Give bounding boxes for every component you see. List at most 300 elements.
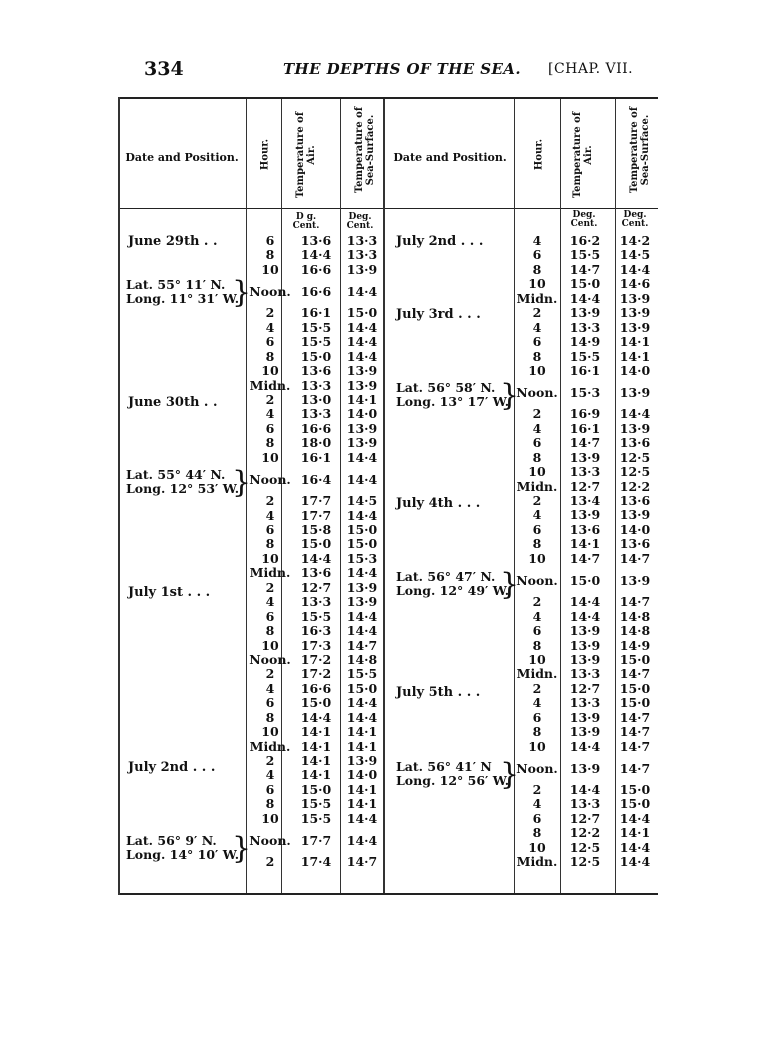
table-cell: 6 bbox=[265, 695, 275, 711]
table-cell: 6 bbox=[532, 247, 542, 263]
header-date-position-left: Date and Position. bbox=[125, 151, 239, 164]
table-cell: 8 bbox=[265, 709, 275, 725]
table-cell: 15·0 bbox=[346, 522, 378, 537]
table-cell: 14·0 bbox=[346, 406, 378, 422]
table-cell: 8 bbox=[532, 449, 542, 465]
table-cell: 4 bbox=[532, 420, 542, 436]
table-cell: 13·3 bbox=[300, 406, 332, 422]
table-cell: 8 bbox=[532, 724, 542, 740]
table-cell: 13·6 bbox=[619, 435, 651, 451]
table-cell: 16·6 bbox=[300, 420, 332, 436]
table-cell: 2 bbox=[532, 782, 542, 797]
position-block-left-3 bbox=[126, 834, 239, 862]
table-cell: 14·1 bbox=[300, 767, 332, 783]
table-cell: 10 bbox=[528, 738, 546, 754]
table-cell: 15·8 bbox=[300, 522, 332, 537]
table-cell: Noon. bbox=[249, 833, 291, 849]
table-cell: 14·7 bbox=[569, 261, 601, 277]
brace-icon: } bbox=[500, 567, 520, 602]
position-long: Long. 12° 56′ W. bbox=[396, 773, 510, 788]
position-lat: Lat. 56° 41′ N bbox=[396, 759, 492, 774]
table-cell: 15·5 bbox=[569, 247, 601, 263]
table-cell: 14·5 bbox=[619, 247, 651, 263]
running-title: THE DEPTHS OF THE SEA. bbox=[283, 60, 521, 78]
table-cell: 13·9 bbox=[619, 573, 651, 589]
table-cell: 15·5 bbox=[300, 810, 332, 826]
table-cell: 4 bbox=[532, 796, 542, 812]
table-cell: 15·0 bbox=[569, 573, 601, 589]
table-cell: 13·9 bbox=[619, 420, 651, 436]
table-cell: 2 bbox=[532, 594, 542, 610]
table-cell: 6 bbox=[265, 522, 275, 537]
table-cell: 16·3 bbox=[300, 623, 332, 639]
unit-air-left: D g. Cent. bbox=[292, 212, 320, 231]
table-cell: 14·4 bbox=[569, 738, 601, 754]
brace-icon: } bbox=[232, 275, 252, 310]
header-air-temp-right: Temperature of Air. bbox=[572, 111, 594, 199]
table-cell: 13·9 bbox=[346, 753, 378, 768]
table-cell: 6 bbox=[532, 334, 542, 350]
header-hour-right: Hour. bbox=[533, 138, 545, 171]
table-cell: 14·4 bbox=[619, 854, 651, 870]
table-cell: 14·1 bbox=[619, 334, 651, 350]
table-cell: 14·7 bbox=[569, 550, 601, 566]
header-sea-temp-left: Temperature of Sea-Surface. bbox=[354, 106, 376, 194]
table-cell: 2 bbox=[265, 753, 275, 768]
table-cell: 4 bbox=[532, 233, 542, 248]
table-cell: Midn. bbox=[516, 666, 558, 682]
table-cell: 13·4 bbox=[569, 493, 601, 508]
table-cell: 4 bbox=[532, 319, 542, 335]
table-cell: 15·0 bbox=[619, 680, 651, 696]
table-cell: 17·7 bbox=[300, 507, 332, 523]
table-cell: 13·6 bbox=[300, 565, 332, 581]
table-cell: 15·5 bbox=[300, 334, 332, 350]
table-cell: 2 bbox=[532, 680, 542, 696]
table-cell: 16·1 bbox=[300, 305, 332, 321]
table-cell: 13·9 bbox=[569, 709, 601, 725]
table-cell: 2 bbox=[532, 305, 542, 321]
table-cell: 10 bbox=[261, 810, 279, 826]
table-cell: 15·5 bbox=[569, 348, 601, 364]
table-cell: Midn. bbox=[249, 738, 291, 754]
table-cell: 14·1 bbox=[619, 825, 651, 841]
table-cell: 17·2 bbox=[300, 651, 332, 667]
table-cell: 13·6 bbox=[569, 521, 601, 537]
table-cell: Noon. bbox=[249, 284, 291, 300]
table-cell: 8 bbox=[532, 348, 542, 364]
table-cell: 14·7 bbox=[619, 594, 651, 610]
date-label-july4: July 4th . . . bbox=[396, 496, 481, 511]
table-cell: 14·8 bbox=[346, 651, 378, 667]
table-cell: 14·7 bbox=[619, 550, 651, 566]
table-cell: 17·3 bbox=[300, 637, 332, 653]
table-cell: 15·0 bbox=[346, 536, 378, 552]
position-block-left-2 bbox=[126, 468, 239, 496]
table-cell: 16·6 bbox=[300, 261, 332, 277]
table-cell: 13·9 bbox=[569, 305, 601, 321]
table-cell: 13·9 bbox=[569, 724, 601, 740]
table-cell: 14·0 bbox=[346, 767, 378, 783]
table-cell: 17·4 bbox=[300, 854, 332, 870]
table-cell: 4 bbox=[265, 767, 275, 783]
table-cell: 14·1 bbox=[346, 391, 378, 407]
table-cell: 14·4 bbox=[619, 839, 651, 855]
table-cell: 2 bbox=[265, 666, 275, 682]
date-label-june30: June 30th . . bbox=[128, 395, 218, 410]
table-cell: Midn. bbox=[516, 478, 558, 494]
table-cell: 15·0 bbox=[619, 651, 651, 667]
table-cell: Midn. bbox=[249, 565, 291, 581]
table-cell: 13·6 bbox=[300, 233, 332, 248]
header-sea-temp-right: Temperature of Sea-Surface. bbox=[629, 106, 651, 194]
table-cell: 14·4 bbox=[346, 449, 378, 465]
table-cell: Midn. bbox=[249, 377, 291, 393]
position-long: Long. 11° 31′ W. bbox=[126, 291, 240, 306]
table-cell: 12·5 bbox=[619, 449, 651, 465]
table-cell: 14·4 bbox=[619, 810, 651, 826]
table-cell: 8 bbox=[532, 261, 542, 277]
table-cell: 15·3 bbox=[346, 550, 378, 566]
table-bottom-rule bbox=[118, 893, 658, 895]
table-cell: 8 bbox=[265, 623, 275, 639]
table-cell: 13·3 bbox=[346, 247, 378, 263]
header-bottom-rule bbox=[118, 208, 658, 209]
brace-icon: } bbox=[500, 378, 520, 413]
frame-left-rule bbox=[118, 97, 120, 895]
date-label-july1: July 1st . . . bbox=[128, 585, 211, 600]
table-cell: 2 bbox=[265, 854, 275, 870]
brace-icon: } bbox=[500, 757, 520, 792]
table-cell: 16·9 bbox=[569, 406, 601, 422]
table-cell: 14·6 bbox=[619, 276, 651, 292]
table-cell: 10 bbox=[528, 276, 546, 292]
unit-air-right: Deg. Cent. bbox=[570, 210, 598, 229]
table-cell: 10 bbox=[528, 651, 546, 667]
table-cell: 6 bbox=[265, 608, 275, 624]
table-cell: 13·9 bbox=[346, 579, 378, 595]
table-cell: 4 bbox=[532, 695, 542, 711]
table-cell: 14·1 bbox=[569, 536, 601, 552]
table-cell: 16·6 bbox=[300, 680, 332, 696]
table-cell: 13·3 bbox=[300, 377, 332, 393]
position-long: Long. 12° 49′ W. bbox=[396, 583, 510, 598]
header-hour-left: Hour. bbox=[259, 138, 271, 171]
date-label-july5: July 5th . . . bbox=[396, 685, 481, 700]
header-air-temp-left: Temperature of Air. bbox=[295, 111, 317, 199]
table-cell: 14·4 bbox=[346, 565, 378, 581]
table-cell: 13·3 bbox=[569, 464, 601, 480]
table-cell: 13·9 bbox=[569, 637, 601, 653]
table-cell: 2 bbox=[265, 579, 275, 595]
position-lat: Lat. 55° 44′ N. bbox=[126, 467, 226, 482]
date-label-june29: June 29th . . bbox=[128, 234, 218, 249]
table-cell: 16·4 bbox=[300, 472, 332, 488]
table-cell: 15·0 bbox=[619, 695, 651, 711]
table-cell: 12·7 bbox=[569, 680, 601, 696]
table-cell: 14·8 bbox=[619, 623, 651, 639]
position-long: Long. 12° 53′ W. bbox=[126, 481, 240, 496]
page-number: 334 bbox=[144, 58, 184, 80]
unit-sea-right: Deg. Cent. bbox=[621, 210, 649, 229]
table-cell: 15·0 bbox=[619, 782, 651, 797]
table-cell: Noon. bbox=[516, 761, 558, 776]
table-cell: 12·7 bbox=[569, 478, 601, 494]
table-cell: 13·9 bbox=[569, 651, 601, 667]
position-long: Long. 13° 17′ W. bbox=[396, 394, 510, 409]
table-cell: 6 bbox=[265, 420, 275, 436]
table-cell: 14·1 bbox=[300, 724, 332, 740]
table-cell: 16·1 bbox=[569, 420, 601, 436]
table-cell: 14·7 bbox=[346, 637, 378, 653]
table-cell: 14·4 bbox=[346, 507, 378, 523]
table-cell: 10 bbox=[528, 464, 546, 480]
table-cell: 13·3 bbox=[569, 319, 601, 335]
table-cell: 14·4 bbox=[619, 261, 651, 277]
table-cell: 14·1 bbox=[300, 738, 332, 754]
table-cell: 16·1 bbox=[569, 362, 601, 378]
table-cell: 13·9 bbox=[619, 290, 651, 306]
table-cell: 6 bbox=[265, 233, 275, 248]
table-cell: Midn. bbox=[516, 854, 558, 870]
header-date-position-right: Date and Position. bbox=[393, 151, 507, 164]
table-cell: 4 bbox=[265, 319, 275, 335]
table-cell: 14·4 bbox=[300, 709, 332, 725]
right-air-column bbox=[563, 234, 607, 870]
table-cell: 14·1 bbox=[346, 738, 378, 754]
table-cell: 14·4 bbox=[569, 782, 601, 797]
table-cell: 14·4 bbox=[619, 406, 651, 422]
table-cell: 14·4 bbox=[346, 348, 378, 364]
table-cell: 14·5 bbox=[346, 493, 378, 509]
table-cell: 15·0 bbox=[300, 781, 332, 797]
table-cell: 15·3 bbox=[569, 385, 601, 401]
table-cell: 14·4 bbox=[346, 284, 378, 300]
brace-icon: } bbox=[232, 831, 252, 866]
table-cell: 12·2 bbox=[569, 825, 601, 841]
table-cell: 14·4 bbox=[569, 608, 601, 624]
col-rule-air-right bbox=[560, 99, 561, 893]
table-cell: 13·3 bbox=[300, 594, 332, 610]
table-cell: 18·0 bbox=[300, 435, 332, 451]
table-cell: 8 bbox=[265, 536, 275, 552]
table-cell: 10 bbox=[261, 550, 279, 566]
table-cell: 14·4 bbox=[300, 247, 332, 263]
table-cell: 10 bbox=[261, 363, 279, 379]
table-cell: 13·6 bbox=[619, 493, 651, 508]
table-cell: 12·5 bbox=[619, 464, 651, 480]
table-cell: 14·7 bbox=[619, 761, 651, 776]
table-cell: 2 bbox=[265, 391, 275, 407]
table-cell: 14·4 bbox=[346, 695, 378, 711]
table-cell: 14·4 bbox=[569, 594, 601, 610]
table-cell: 15·5 bbox=[346, 666, 378, 682]
table-cell: 8 bbox=[265, 348, 275, 364]
chapter-label: [CHAP. VII. bbox=[548, 61, 634, 77]
left-air-column bbox=[294, 234, 338, 870]
position-lat: Lat. 56° 58′ N. bbox=[396, 380, 496, 395]
table-cell: 14·4 bbox=[346, 334, 378, 350]
table-cell: 16·6 bbox=[300, 284, 332, 300]
table-cell: 15·0 bbox=[569, 276, 601, 292]
table-cell: 13·6 bbox=[619, 536, 651, 552]
table-cell: 4 bbox=[265, 507, 275, 523]
table-cell: 14·4 bbox=[346, 472, 378, 488]
table-cell: 13·6 bbox=[300, 363, 332, 379]
table-cell: 13·3 bbox=[346, 233, 378, 248]
position-lat: Lat. 56° 9′ N. bbox=[126, 833, 217, 848]
table-cell: 13·9 bbox=[346, 420, 378, 436]
table-cell: 13·0 bbox=[300, 391, 332, 407]
table-cell: 4 bbox=[265, 680, 275, 696]
table-cell: 10 bbox=[261, 724, 279, 740]
table-cell: 6 bbox=[532, 435, 542, 451]
table-cell: 14·9 bbox=[619, 637, 651, 653]
table-cell: 14·7 bbox=[619, 724, 651, 740]
table-cell: 13·3 bbox=[569, 796, 601, 812]
table-cell: 14·7 bbox=[619, 738, 651, 754]
table-cell: 6 bbox=[265, 781, 275, 797]
table-cell: 14·1 bbox=[346, 796, 378, 812]
table-cell: 14·4 bbox=[346, 623, 378, 639]
table-cell: 13·9 bbox=[569, 449, 601, 465]
table-top-rule bbox=[118, 97, 658, 99]
table-cell: 14·4 bbox=[346, 709, 378, 725]
brace-icon: } bbox=[232, 465, 252, 500]
table-cell: 17·7 bbox=[300, 833, 332, 849]
table-cell: 14·1 bbox=[346, 781, 378, 797]
table-cell: 14·4 bbox=[346, 319, 378, 335]
table-cell: 15·0 bbox=[300, 536, 332, 552]
table-cell: 8 bbox=[532, 536, 542, 552]
table-cell: 16·1 bbox=[300, 449, 332, 465]
table-cell: 14·4 bbox=[300, 550, 332, 566]
table-cell: 13·9 bbox=[619, 305, 651, 321]
table-cell: 2 bbox=[265, 305, 275, 321]
table-cell: Noon. bbox=[249, 472, 291, 488]
date-label-july3: July 3rd . . . bbox=[396, 307, 481, 322]
left-hour-column bbox=[247, 234, 293, 870]
table-cell: 13·9 bbox=[619, 385, 651, 401]
table-cell: 13·9 bbox=[346, 594, 378, 610]
date-label-july2-left: July 2nd . . . bbox=[128, 760, 216, 775]
position-long: Long. 14° 10′ W. bbox=[126, 847, 240, 862]
right-sea-column bbox=[613, 234, 657, 870]
table-cell: 12·7 bbox=[569, 810, 601, 826]
table-cell: 2 bbox=[265, 493, 275, 509]
table-cell: 12·2 bbox=[619, 478, 651, 494]
table-cell: Noon. bbox=[516, 385, 558, 401]
table-cell: 10 bbox=[261, 449, 279, 465]
table-cell: 10 bbox=[528, 839, 546, 855]
table-cell: 14·4 bbox=[346, 810, 378, 826]
position-block-right-2 bbox=[396, 570, 509, 598]
table-cell: 13·9 bbox=[346, 377, 378, 393]
table-cell: 14·0 bbox=[619, 362, 651, 378]
table-cell: 8 bbox=[265, 247, 275, 263]
table-cell: 14·1 bbox=[619, 348, 651, 364]
table-cell: 6 bbox=[532, 623, 542, 639]
table-cell: 13·9 bbox=[346, 261, 378, 277]
table-cell: 4 bbox=[265, 406, 275, 422]
table-cell: 16·2 bbox=[569, 233, 601, 248]
table-cell: 6 bbox=[532, 810, 542, 826]
table-cell: Midn. bbox=[516, 290, 558, 306]
table-cell: 15·0 bbox=[300, 348, 332, 364]
table-cell: 13·9 bbox=[569, 623, 601, 639]
table-cell: 15·0 bbox=[346, 305, 378, 321]
table-cell: 13·3 bbox=[569, 695, 601, 711]
col-rule-sea-left bbox=[340, 99, 341, 893]
table-cell: 2 bbox=[532, 406, 542, 422]
table-cell: 4 bbox=[532, 608, 542, 624]
table-cell: 13·9 bbox=[619, 319, 651, 335]
table-cell: 14·1 bbox=[300, 753, 332, 768]
table-cell: 15·5 bbox=[300, 608, 332, 624]
table-cell: 15·5 bbox=[300, 796, 332, 812]
position-block-left-1 bbox=[126, 278, 239, 306]
table-cell: 13·9 bbox=[569, 761, 601, 776]
table-cell: 14·7 bbox=[619, 709, 651, 725]
table-cell: 12·5 bbox=[569, 839, 601, 855]
table-cell: 17·2 bbox=[300, 666, 332, 682]
table-cell: 14·7 bbox=[346, 854, 378, 870]
table-cell: 10 bbox=[261, 261, 279, 277]
table-cell: 15·0 bbox=[346, 680, 378, 696]
table-cell: 4 bbox=[265, 594, 275, 610]
table-cell: 17·7 bbox=[300, 493, 332, 509]
table-cell: 8 bbox=[532, 637, 542, 653]
table-cell: 14·7 bbox=[569, 435, 601, 451]
position-block-right-1 bbox=[396, 381, 509, 409]
unit-sea-left: Deg. Cent. bbox=[346, 212, 374, 231]
position-block-right-3 bbox=[396, 760, 509, 788]
table-cell: 8 bbox=[265, 435, 275, 451]
table-cell: 14·8 bbox=[619, 608, 651, 624]
table-cell: 14·0 bbox=[619, 521, 651, 537]
table-cell: 6 bbox=[532, 521, 542, 537]
table-cell: 12·5 bbox=[569, 854, 601, 870]
table-cell: Noon. bbox=[249, 651, 291, 667]
table-cell: Noon. bbox=[516, 573, 558, 589]
table-cell: 8 bbox=[532, 825, 542, 841]
table-cell: 10 bbox=[528, 550, 546, 566]
table-cell: 8 bbox=[265, 796, 275, 812]
col-rule-middle bbox=[383, 99, 385, 893]
position-lat: Lat. 55° 11′ N. bbox=[126, 277, 226, 292]
table-cell: 2 bbox=[532, 493, 542, 508]
table-cell: 14·4 bbox=[346, 608, 378, 624]
table-cell: 13·9 bbox=[346, 363, 378, 379]
right-hour-column bbox=[514, 234, 560, 870]
table-cell: 4 bbox=[532, 507, 542, 523]
date-label-july2-right: July 2nd . . . bbox=[396, 234, 484, 249]
table-cell: 15·5 bbox=[300, 319, 332, 335]
table-cell: 12·7 bbox=[300, 579, 332, 595]
table-cell: 15·0 bbox=[300, 695, 332, 711]
table-cell: 14·4 bbox=[346, 833, 378, 849]
table-cell: 14·9 bbox=[569, 334, 601, 350]
table-cell: 6 bbox=[265, 334, 275, 350]
table-cell: 14·1 bbox=[346, 724, 378, 740]
table-cell: 6 bbox=[532, 709, 542, 725]
table-cell: 13·9 bbox=[569, 507, 601, 523]
table-cell: 14·7 bbox=[619, 666, 651, 682]
table-cell: 10 bbox=[261, 637, 279, 653]
table-cell: 15·0 bbox=[619, 796, 651, 812]
table-cell: 10 bbox=[528, 362, 546, 378]
table-cell: 13·3 bbox=[569, 666, 601, 682]
